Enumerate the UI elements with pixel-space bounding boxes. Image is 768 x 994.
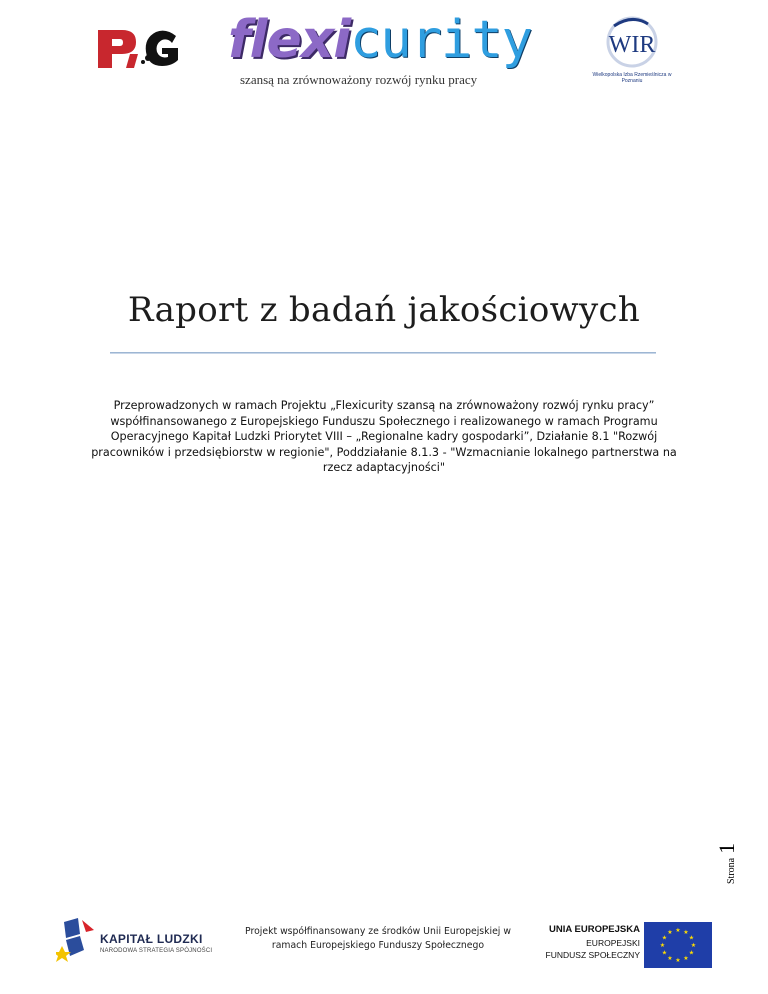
report-description: Przeprowadzonych w ramach Projektu „Flexicurity szansą na zrównoważony rozwój rynku pracy” współfinansowanego z Europejskiego Funduszu Społecznego i realizowanego w ramach Programu Operacyjnego Kapitał Ludzki Priorytet VIII – „Regionalne kadry gospodarki”, Działanie 8.1 "Rozwój pracowników i przedsiębiorstw w regionie", Poddziałanie 8.1.3 - "Wzmacnianie lokalnego partnerstwa na rzecz adaptacyjności" xyxy=(91,399,677,474)
pg-logo-icon xyxy=(96,24,186,74)
wir-letters: WIR xyxy=(608,32,656,58)
flexicurity-subtitle: szansą na zrównoważony rozwój rynku pracy xyxy=(240,72,478,87)
kapital-ludzki-subtitle: NARODOWA STRATEGIA SPÓJNOŚCI xyxy=(100,948,213,954)
svg-text:★: ★ xyxy=(690,942,697,949)
pg-logo xyxy=(96,24,186,74)
svg-text:★: ★ xyxy=(683,929,689,936)
svg-text:★: ★ xyxy=(661,934,668,942)
footer-funding-note: Projekt współfinansowany ze środków Unii Europejskiej w ramach Europejskiego Funduszy Społecznego xyxy=(245,926,511,951)
svg-text:★: ★ xyxy=(659,942,666,949)
wir-caption: Wielkopolska Izba Rzemieślnicza w Poznaniu xyxy=(592,72,672,84)
svg-text:★: ★ xyxy=(661,949,668,957)
svg-text:★: ★ xyxy=(667,929,673,936)
svg-text:★: ★ xyxy=(667,955,673,962)
svg-text:★: ★ xyxy=(675,957,681,964)
eu-line-1: UNIA EUROPEJSKA xyxy=(549,924,640,935)
svg-text:★: ★ xyxy=(688,949,695,957)
eu-label xyxy=(520,924,640,962)
page-number-label xyxy=(700,832,760,892)
kapital-ludzki-logo xyxy=(56,916,226,966)
page-number: 1 xyxy=(714,842,739,854)
wir-logo xyxy=(584,12,680,92)
svg-text:★: ★ xyxy=(688,934,695,942)
eu-line-2: EUROPEJSKI xyxy=(586,937,640,948)
page-label-word: Strona xyxy=(726,857,737,884)
svg-text:★: ★ xyxy=(683,955,689,962)
wir-emblem-icon xyxy=(584,12,680,72)
kapital-ludzki-icon xyxy=(56,916,96,964)
flexicurity-logo xyxy=(228,12,540,90)
eu-line-3: FUNDUSZ SPOŁECZNY xyxy=(545,950,640,960)
title-divider xyxy=(110,352,656,354)
kapital-ludzki-name: KAPITAŁ LUDZKI xyxy=(100,932,203,946)
eu-flag-icon xyxy=(644,922,712,968)
flexicurity-wordmark: flexicurity xyxy=(228,10,532,70)
page-title: Raport z badań jakościowych xyxy=(127,290,641,330)
svg-text:★: ★ xyxy=(675,927,681,934)
